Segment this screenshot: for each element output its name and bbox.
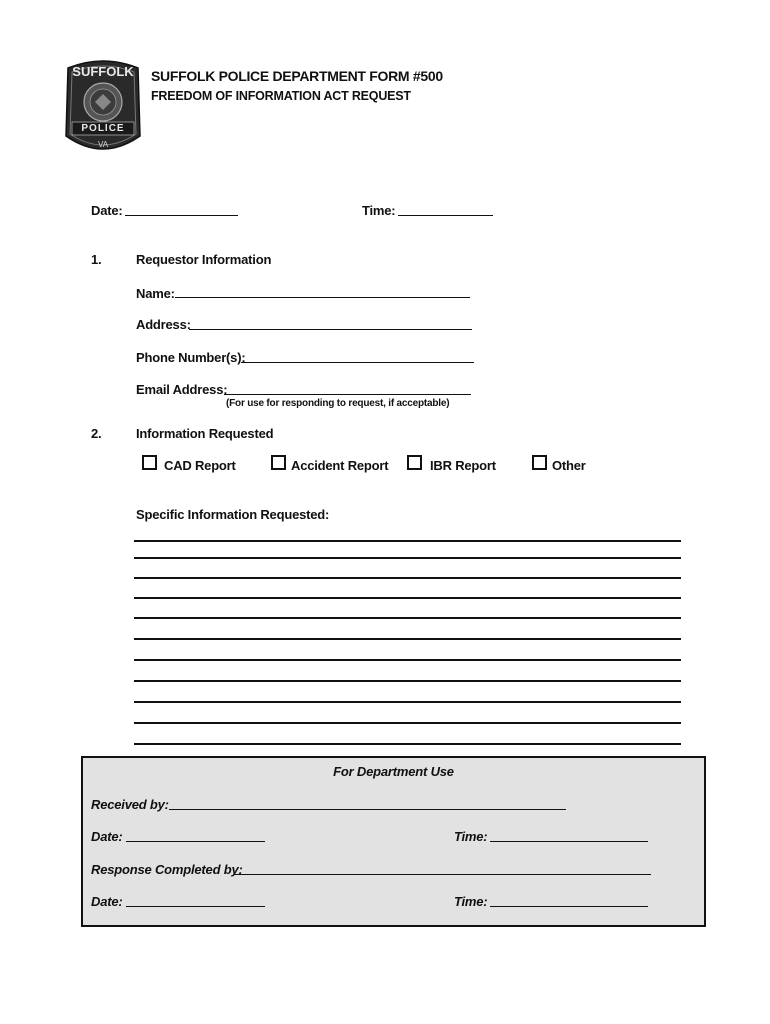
writing-line[interactable] xyxy=(134,577,681,579)
writing-line[interactable] xyxy=(134,617,681,619)
response-completed-label: Response Completed by: xyxy=(91,862,243,877)
specific-info-label: Specific Information Requested: xyxy=(136,507,330,522)
time-label-2: Time: xyxy=(454,894,488,909)
writing-line[interactable] xyxy=(134,722,681,724)
department-use-box xyxy=(81,756,706,927)
date-label-2: Date: xyxy=(91,894,123,909)
section-2-heading: Information Requested xyxy=(136,426,274,441)
badge-bottom-text: VA xyxy=(97,140,109,149)
accident-report-label: Accident Report xyxy=(291,458,389,473)
ibr-report-label: IBR Report xyxy=(430,458,496,473)
section-1-number: 1. xyxy=(91,252,102,267)
cad-report-label: CAD Report xyxy=(164,458,236,473)
address-field[interactable] xyxy=(189,329,472,330)
badge-top-text: SUFFOLK xyxy=(72,64,134,79)
date-field[interactable] xyxy=(125,215,238,216)
writing-line[interactable] xyxy=(134,701,681,703)
received-by-label: Received by: xyxy=(91,797,169,812)
other-label: Other xyxy=(552,458,586,473)
accident-report-checkbox[interactable] xyxy=(271,455,286,470)
writing-line[interactable] xyxy=(134,597,681,599)
writing-line[interactable] xyxy=(134,557,681,559)
date-field-1[interactable] xyxy=(126,841,265,842)
date-label-1: Date: xyxy=(91,829,123,844)
email-note: (For use for responding to request, if acceptable) xyxy=(226,398,450,409)
form-subtitle: FREEDOM OF INFORMATION ACT REQUEST xyxy=(151,89,411,103)
section-2-number: 2. xyxy=(91,426,102,441)
name-label: Name: xyxy=(136,286,175,301)
response-completed-field[interactable] xyxy=(234,874,651,875)
phone-field[interactable] xyxy=(241,362,474,363)
time-field-2[interactable] xyxy=(490,906,648,907)
form-title: SUFFOLK POLICE DEPARTMENT FORM #500 xyxy=(151,68,443,84)
section-1-heading: Requestor Information xyxy=(136,252,272,267)
cad-report-checkbox[interactable] xyxy=(142,455,157,470)
badge-middle-text: POLICE xyxy=(81,123,125,134)
police-badge-logo xyxy=(62,58,144,158)
time-field-1[interactable] xyxy=(490,841,648,842)
email-label: Email Address: xyxy=(136,382,228,397)
ibr-report-checkbox[interactable] xyxy=(407,455,422,470)
writing-line[interactable] xyxy=(134,638,681,640)
writing-line[interactable] xyxy=(134,540,681,542)
time-field[interactable] xyxy=(398,215,493,216)
time-label-1: Time: xyxy=(454,829,488,844)
received-by-field[interactable] xyxy=(169,809,566,810)
other-checkbox[interactable] xyxy=(532,455,547,470)
email-field[interactable] xyxy=(224,394,471,395)
phone-label: Phone Number(s): xyxy=(136,350,246,365)
date-field-2[interactable] xyxy=(126,906,265,907)
address-label: Address: xyxy=(136,317,191,332)
date-label: Date: xyxy=(91,203,123,218)
writing-line[interactable] xyxy=(134,659,681,661)
name-field[interactable] xyxy=(175,297,470,298)
writing-line[interactable] xyxy=(134,743,681,745)
time-label: Time: xyxy=(362,203,396,218)
writing-line[interactable] xyxy=(134,680,681,682)
department-use-title: For Department Use xyxy=(333,764,454,779)
